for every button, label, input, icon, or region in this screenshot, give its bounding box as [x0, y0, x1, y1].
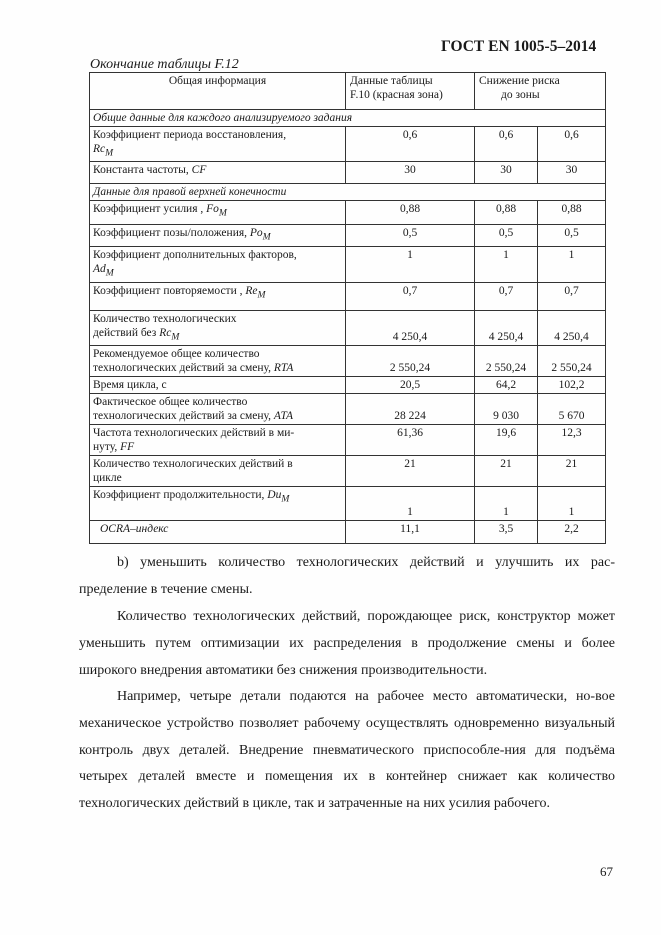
cell-reduced-2: 0,7 — [538, 282, 606, 310]
table-row — [90, 424, 606, 455]
cell-f10: 21 — [346, 455, 475, 486]
table-row — [90, 455, 606, 486]
cell-reduced-2: 0,88 — [538, 201, 606, 225]
table-row — [90, 201, 606, 225]
cell-reduced-1: 0,7 — [475, 282, 538, 310]
row-label: Коэффициент позы/положения, $Po_M$ — [90, 225, 346, 247]
table-row — [90, 282, 606, 310]
table-row — [90, 162, 606, 184]
cell-reduced-1: 1 — [475, 486, 538, 520]
paragraph-b: b) уменьшить количество технологических действий и улучшить их рас-пределение в течение смены. — [79, 555, 615, 597]
cell-f10: 11,1 — [346, 520, 475, 543]
table-row — [90, 345, 606, 376]
row-label: Коэффициент усилия , $Fo_M$ — [90, 201, 346, 225]
cell-reduced-1: 0,88 — [475, 201, 538, 225]
cell-reduced-2: 2 550,24 — [538, 345, 606, 376]
table-row — [90, 310, 606, 345]
section-general-label: Общие данные для каждого анализируемого задания — [90, 110, 606, 127]
cell-reduced-2: 5 670 — [538, 393, 606, 424]
cell-reduced-1: 2 550,24 — [475, 345, 538, 376]
table-row — [90, 225, 606, 247]
cell-reduced-1: 19,6 — [475, 424, 538, 455]
cell-reduced-1: 0,5 — [475, 225, 538, 247]
paragraph-reduce: Количество технологических действий, порождающее риск, конструктор может уменьшить путем оптимизации их распределения в продолжение смены и более широкого внедрения автоматики без снижения производительности. — [79, 609, 615, 678]
cell-f10: 1 — [346, 247, 475, 282]
cell-reduced-2: 0,5 — [538, 225, 606, 247]
cell-reduced-2: 4 250,4 — [538, 310, 606, 345]
cell-reduced-1: 21 — [475, 455, 538, 486]
row-label: Коэффициент продолжительности, $Du_M$ — [90, 486, 346, 520]
row-label: Время цикла, с — [90, 376, 346, 393]
row-label: Коэффициент дополнительных факторов, $Ad_M$ — [90, 247, 346, 282]
table-row — [90, 393, 606, 424]
cell-f10: 30 — [346, 162, 475, 184]
cell-reduced-2: 1 — [538, 486, 606, 520]
paragraph-example: Например, четыре детали подаются на рабочее место автоматически, но-вое механическое устройство позволяет рабочему осуществлять одновременно визуальный контроль двух деталей. Внедрение пневматического приспособле-ния для подъёма четырех деталей вместе и помещения их в контейнер снижает как количество технологических действий в цикле, так и затраченные на них усилия рабочего. — [79, 689, 615, 812]
section-row-upper-limb — [90, 184, 606, 201]
table-caption: Окончание таблицы F.12 — [90, 57, 239, 72]
cell-reduced-1: 0,6 — [475, 127, 538, 162]
cell-f10: 61,36 — [346, 424, 475, 455]
cell-reduced-1: 4 250,4 — [475, 310, 538, 345]
row-label: Константа частоты, CF — [90, 162, 346, 184]
cell-reduced-1: 1 — [475, 247, 538, 282]
row-label: Частота технологических действий в ми- нуту, FF — [90, 424, 346, 455]
cell-reduced-2: 0,6 — [538, 127, 606, 162]
cell-reduced-1: 64,2 — [475, 376, 538, 393]
table-row — [90, 247, 606, 282]
document-code: ГОСТ EN 1005-5–2014 — [441, 38, 597, 55]
row-label: OCRA–индекс — [90, 520, 346, 543]
cell-f10: 0,6 — [346, 127, 475, 162]
section-upper-limb-label: Данные для правой верхней конечности — [90, 184, 606, 201]
cell-f10: 4 250,4 — [346, 310, 475, 345]
table-header-row — [90, 73, 606, 110]
row-label: Коэффициент периода восстановления, $Rc_M$ — [90, 127, 346, 162]
header-general-info: Общая информация — [90, 73, 346, 110]
cell-f10: 28 224 — [346, 393, 475, 424]
cell-f10: 2 550,24 — [346, 345, 475, 376]
row-label: Рекомендуемое общее количество технологических действий за смену, RTA — [90, 345, 346, 376]
table-row — [90, 486, 606, 520]
cell-reduced-2: 2,2 — [538, 520, 606, 543]
cell-f10: 0,7 — [346, 282, 475, 310]
cell-reduced-2: 21 — [538, 455, 606, 486]
cell-f10: 1 — [346, 486, 475, 520]
row-label: Коэффициент повторяемости , $Re_M$ — [90, 282, 346, 310]
header-f10-data: Данные таблицы F.10 (красная зона) — [346, 73, 475, 110]
cell-f10: 0,88 — [346, 201, 475, 225]
cell-reduced-2: 30 — [538, 162, 606, 184]
cell-reduced-1: 30 — [475, 162, 538, 184]
cell-reduced-1: 9 030 — [475, 393, 538, 424]
table-row — [90, 127, 606, 162]
header-risk-reduction: Снижение риска до зоны — [475, 73, 606, 110]
page-number: 67 — [600, 864, 613, 879]
cell-reduced-2: 102,2 — [538, 376, 606, 393]
cell-reduced-1: 3,5 — [475, 520, 538, 543]
row-label: Количество технологических действий в цикле — [90, 455, 346, 486]
table-row — [90, 520, 606, 543]
cell-reduced-2: 12,3 — [538, 424, 606, 455]
table-row — [90, 376, 606, 393]
row-label: Количество технологических действий без $Rc_M$ — [90, 310, 346, 345]
cell-reduced-2: 1 — [538, 247, 606, 282]
section-row-general — [90, 110, 606, 127]
cell-f10: 0,5 — [346, 225, 475, 247]
ocra-table — [89, 72, 606, 544]
row-label: Фактическое общее количество технологических действий за смену, ATA — [90, 393, 346, 424]
cell-f10: 20,5 — [346, 376, 475, 393]
